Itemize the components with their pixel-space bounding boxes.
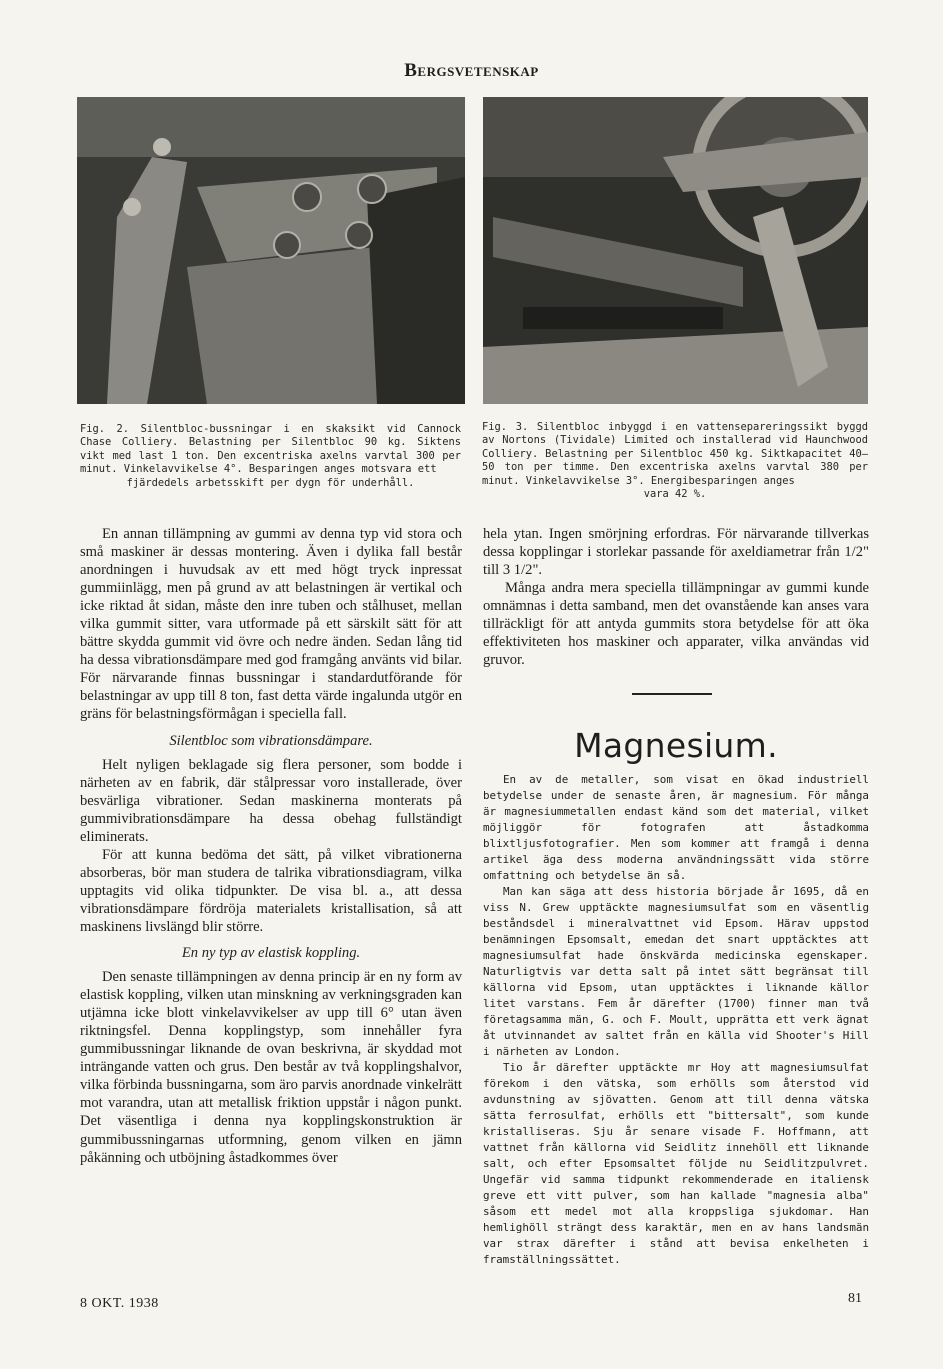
- magnesium-paragraph-2: Man kan säga att dess historia började år 1695, då en viss N. Grew upptäckte magnesiumsulfat som en väsentlig beståndsdel i mineralvattnet vid Epsom. Härav uppstod benämningen Epsomsalt, emedan det snart upptäcktes att magnesiumsulfat hade önskvärda medicinska egenskaper. Naturligtvis var detta salt på intet sätt begränsat till källorna vid Epsom, utan upptäcktes i liknande källor litet varstans. Fem år därefter (1700) finner man två företagsamma män, G. och F. Moult, upprätta ett verk ägnat åt utvinnandet av saltet från en källa vid Shooter's Hill i närheten av London.: [483, 885, 869, 1058]
- figure-2-caption-text: Fig. 2. Silentbloc-bussningar i en skaksikt vid Cannock Chase Colliery. Belastning per Silentbloc 90 kg. Siktens vikt med last 1 ton. Den excentriska axelns varvtal 300 per minut. Vinkelavvikelse 4°. Besparingen anges motsvara ett: [80, 423, 461, 476]
- issue-date: 8 OKT. 1938: [80, 1296, 159, 1311]
- figure-2-photo: [77, 97, 465, 404]
- left-paragraph-3: För att kunna bedöma det sätt, på vilket vibrationerna absorberas, bör man studera de talrika vibrationsdiagram, vilka upptagits vid olika tidpunkter. De visa bl. a., att dessa vibrationsdämpare fördröja materialets kristallisation, så att maskinens livslängd blir större.: [80, 846, 462, 935]
- journal-header: Bergsvetenskap: [404, 60, 539, 81]
- figure-3-caption-last-line: vara 42 %.: [643, 488, 707, 501]
- right-paragraph-1: hela ytan. Ingen smörjning erfordras. För närvarande tillverkas dessa kopplingar i storlekar passande för axeldiametrar från 1/2" till 3 1/2".: [483, 526, 869, 579]
- subheading-elastic-coupling: En ny typ av elastisk koppling.: [181, 945, 361, 962]
- left-paragraph-2: Helt nyligen beklagade sig flera personer, som bodde i närheten av en fabrik, där stålpressar voro installerade, över besvärliga vibrationer. Sedan maskinerna monterats på gummivibrationsdämpare ha dessa obehag fullständigt eliminerats.: [80, 756, 462, 845]
- magnesium-article-title: Magnesium.: [574, 726, 778, 765]
- figure-2-image: [77, 97, 465, 404]
- figure-2-caption-last-line: fjärdedels arbetsskift per dygn för underhåll.: [126, 476, 415, 489]
- left-column: [80, 525, 462, 1167]
- magnesium-article-body: [483, 772, 869, 1268]
- right-column: [483, 525, 869, 669]
- figure-2-caption: [80, 423, 461, 490]
- section-divider: [632, 693, 712, 695]
- figure-3-caption: [482, 421, 868, 501]
- right-paragraph-2: Många andra mera speciella tillämpningar av gummi kunde omnämnas i detta samband, men det ovanstående kan anses vara tillräckligt för att antyda gummits stora betydelse för att öka effektiviteten hos maskiner och apparater, vilka användas vid gruvor.: [483, 580, 869, 669]
- figure-3-caption-text: Fig. 3. Silentbloc inbyggd i en vattensepareringssikt byggd av Nortons (Tividale) Limited och installerad vid Haunchwood Colliery. Belastning per Silentbloc 450 kg. Siktkapacitet 40—50 ton per timme. Den excentriska axelns varvtal 380 per minut. Vinkelavvikelse 3°. Energibesparingen anges: [482, 421, 868, 487]
- figure-3-image: [483, 97, 868, 404]
- magnesium-paragraph-3: Tio år därefter upptäckte mr Hoy att magnesiumsulfat förekom i den vätska, som erhölls som återstod vid avdunstning av sjövatten. Genom att till denna vätska sätta ferrosulfat, erhölls ett "bittersalt", som kunde kristalliseras. Sju år senare visade F. Hoffmann, att vattnet från källorna vid Seidlitz innehöll ett liknande salt, och efter Epsomsaltet följde nu Seidlitzpulvret. Ungefär vid samma tidpunkt rekommenderade en italiensk greve ett vitt pulver, som han kallade "magnesia alba" såsom ett medel mot alla kroppsliga sjukdomar. Han hemlighöll strängt dess karaktär, men en av hans landsmän var strax därefter i stånd att bevisa enkelheten i framställningssättet.: [483, 1061, 869, 1266]
- left-paragraph-1: En annan tillämpning av gummi av denna typ vid stora och små maskiner är dessas montering. Även i dylika fall består anordningen i huvudsak av ett med högt tryck inpressat gummiinlägg, men på grund av att belastningen är vertikal och icke riktad åt sidan, måste den inre tuben och stålhuset, mellan vilka gummit sitter, vara utformade på ett särskilt sätt för att bättre skydda gummit vid övre och nedre änden. Sedan lång tid ha dessa vibrationsdämpare med god framgång använts vid bilar. För närvarande finnas bussningar i standardutförande för belastningar av upp till 8 ton, fast detta värde ingalunda utgör en gräns för belastningsförmågan i speciella fall.: [80, 526, 462, 723]
- page-number: 81: [848, 1291, 862, 1306]
- figure-3-photo: [483, 97, 868, 404]
- left-paragraph-4: Den senaste tillämpningen av denna princip är en ny form av elastisk koppling, vilken utan minskning av verkningsgraden kan utjämna icke blott vinkelavvikelser av upp till 6° utan även riktningsfel. Denna kopplingstyp, som innehåller fyra gummibussningar liknande de ovan beskrivna, är skyddad mot inträngande vatten och grus. Den består av två kopplingshalvor, vilka förbinda bussningarna, som äro parvis anordnade vinkelrätt mot varandra, utan att metallisk friktion uppstår i någon punkt. Det väsentliga i denna nya kopplingskonstruktion är gummibussningarnas utformning, genom vilken en jämn påkänning och utböjning åstadkommes över: [80, 969, 462, 1166]
- magnesium-paragraph-1: En av de metaller, som visat en ökad industriell betydelse under de senaste åren, är magnesium. För många är magnesiummetallen endast känd som det material, vilket möjliggör för fotografen att åstadkomma blixtljusfotografier. Men som kommer att framgå i denna artikel äga dess moderna användningssätt vida större omfattning och betydelse än så.: [483, 773, 869, 882]
- subheading-vibration-damper: Silentbloc som vibrationsdämpare.: [169, 732, 373, 749]
